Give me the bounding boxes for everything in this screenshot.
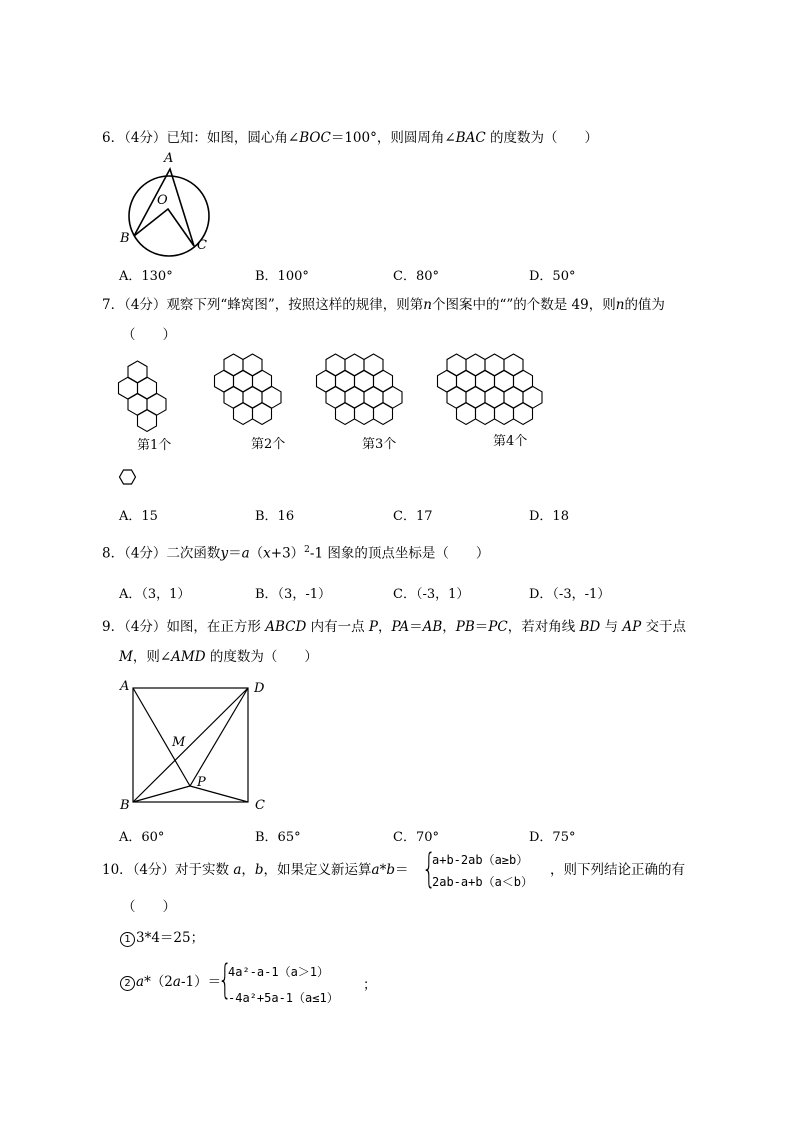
q6-score: （4分） bbox=[124, 130, 167, 146]
q10-blank: （ ） bbox=[122, 899, 176, 915]
q7-caption-1: 第1个 bbox=[137, 438, 172, 453]
q10-stem-end: ，则下列结论正确的有 bbox=[550, 862, 685, 878]
q8-option-d: D．（-3，-1） bbox=[529, 587, 611, 602]
q6-option-d: D．50° bbox=[529, 269, 576, 284]
q9-label-p: P bbox=[197, 775, 206, 790]
q9-score: （4分） bbox=[124, 619, 167, 635]
circled-number-1: 1 bbox=[120, 932, 135, 947]
q10-item2-case-1: 4a²-a-1（a＞1） bbox=[228, 965, 330, 979]
q7-number: 7． bbox=[102, 297, 125, 313]
circled-number-2: 2 bbox=[120, 976, 135, 991]
q8-option-a: A．（3，1） bbox=[119, 587, 191, 602]
q10-case-1: a+b-2ab（a≥b） bbox=[432, 853, 529, 867]
q6-label-b: B bbox=[120, 231, 130, 246]
q9-stem-line2: M，则∠AMD 的度数为（ ） bbox=[119, 649, 318, 665]
q7-option-c: C．17 bbox=[393, 509, 433, 524]
q10-item2-brace: { bbox=[218, 957, 232, 1003]
q7-caption-2: 第2个 bbox=[251, 437, 286, 452]
q9-option-d: D．75° bbox=[529, 830, 576, 845]
q7-caption-4: 第4个 bbox=[493, 434, 528, 449]
q6-label-c: C bbox=[197, 238, 207, 253]
q9-option-c: C．70° bbox=[393, 830, 439, 845]
q9-label-c: C bbox=[255, 798, 265, 813]
q8-stem: 8．（4分）二次函数$y=a(x+3)^2-1$ 图象的顶点坐标是（ ） bbox=[102, 545, 490, 562]
q7-score: （4分） bbox=[124, 297, 167, 313]
q9-option-b: B．65° bbox=[255, 830, 301, 845]
q6-number: 6． bbox=[102, 130, 125, 146]
q8-number: 8． bbox=[102, 545, 125, 562]
q10-item2-end: ； bbox=[363, 977, 377, 993]
q10-number: 10． bbox=[102, 862, 133, 878]
q10-brace: { bbox=[422, 846, 436, 892]
q7-option-a: A．15 bbox=[119, 509, 158, 524]
q10-item-2: 2 a*（2a-1）＝ bbox=[120, 973, 221, 991]
q9-number: 9． bbox=[102, 619, 125, 635]
q10-item-1: 1 3*4＝25； bbox=[120, 929, 204, 947]
q10-item2-case-2: -4a²+5a-1（a≤1） bbox=[228, 991, 339, 1005]
q7-stem: 7．（4分）观察下列“蜂窝图”，按照这样的规律，则第n个图案中的“”的个数是 49，则n的值为 bbox=[102, 297, 665, 313]
q6-option-b: B．100° bbox=[255, 269, 309, 284]
q10-score: （4分） bbox=[132, 862, 176, 878]
q7-option-b: B．16 bbox=[255, 509, 295, 524]
q8-option-b: B．（3，-1） bbox=[255, 587, 331, 602]
q9-label-b: B bbox=[120, 798, 130, 813]
q10-case-2: 2ab-a+b（a＜b） bbox=[432, 875, 534, 889]
q8-option-c: C．（-3，1） bbox=[393, 587, 470, 602]
q7-blank: （ ） bbox=[122, 327, 176, 343]
q6-label-a: A bbox=[164, 151, 174, 166]
q6-stem: 6．（4分）已知：如图，圆心角∠BOC＝100°，则圆周角∠BAC 的度数为（ ） bbox=[102, 130, 598, 146]
q9-option-a: A．60° bbox=[119, 830, 165, 845]
q7-option-d: D．18 bbox=[529, 509, 569, 524]
q7-caption-3: 第3个 bbox=[362, 437, 397, 452]
q6-option-a: A．130° bbox=[119, 269, 173, 284]
q6-label-o: O bbox=[157, 193, 168, 208]
q6-option-c: C．80° bbox=[393, 269, 439, 284]
q9-label-a: A bbox=[120, 679, 130, 694]
q9-stem-line1: 9．（4分）如图，在正方形 ABCD 内有一点 P，PA＝AB，PB＝PC，若对角线 BD 与 AP 交于点 bbox=[102, 619, 686, 635]
q9-label-m: M bbox=[172, 735, 186, 750]
q9-label-d: D bbox=[254, 681, 265, 696]
q10-stem: 10．（4分）对于实数 a，b，如果定义新运算a*b＝ bbox=[102, 862, 409, 878]
q8-score: （4分） bbox=[124, 545, 167, 562]
